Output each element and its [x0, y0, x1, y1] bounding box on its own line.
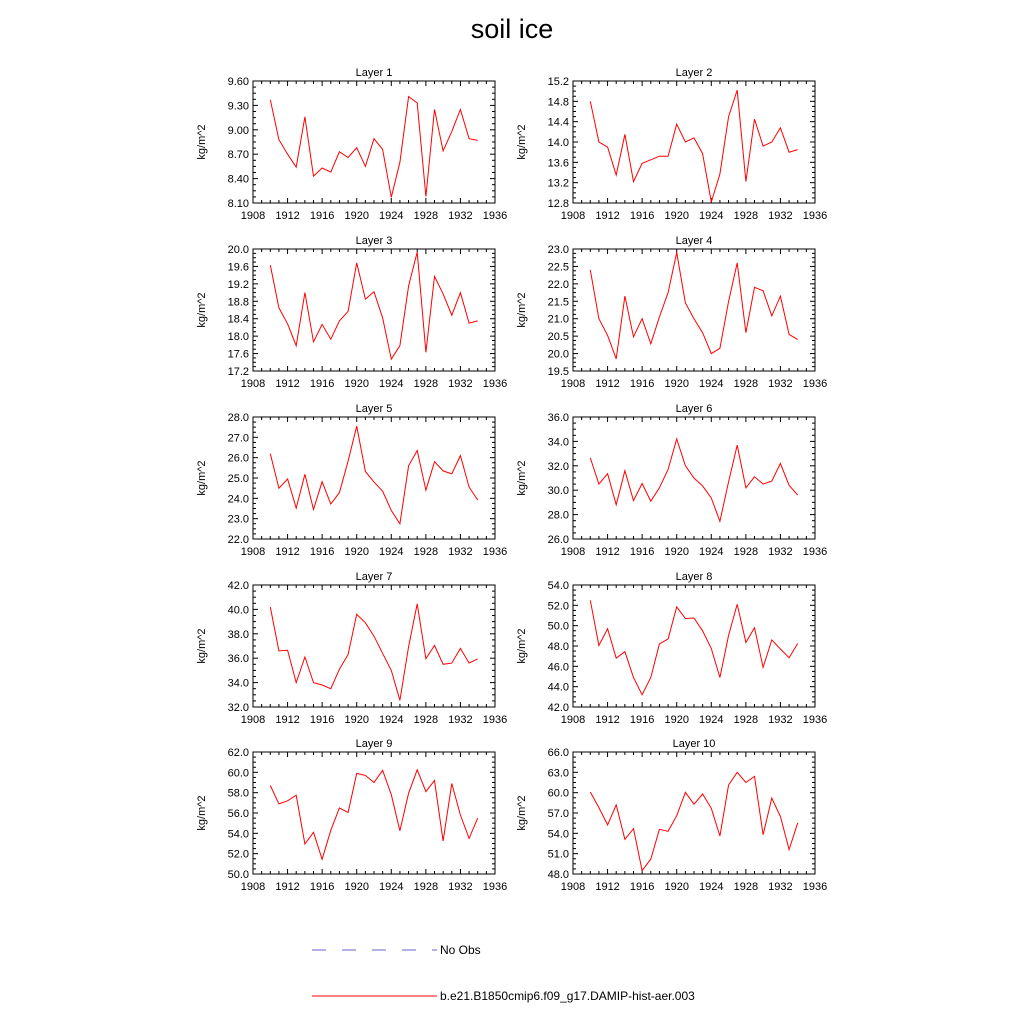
- x-tick-label: 1916: [629, 378, 655, 390]
- y-tick-label: 8.70: [227, 149, 249, 162]
- y-tick-label: 8.40: [227, 173, 249, 186]
- y-tick-label: 42.0: [227, 580, 249, 592]
- y-tick-label: 20.0: [547, 348, 569, 361]
- y-tick-label: 57.0: [547, 808, 569, 820]
- x-tick-label: 1932: [448, 210, 473, 222]
- panel-8: [516, 571, 827, 726]
- x-tick-label: 1920: [664, 714, 689, 726]
- y-tick-label: 14.8: [547, 96, 569, 109]
- x-tick-label: 1916: [629, 546, 655, 558]
- panel-title: Layer 10: [672, 738, 716, 750]
- y-tick-label: 44.0: [547, 681, 569, 694]
- x-tick-label: 1924: [379, 210, 404, 222]
- x-tick-label: 1916: [629, 881, 655, 893]
- series-line: [590, 772, 797, 870]
- legend-label-model: b.e21.B1850cmip6.f09_g17.DAMIP-hist-aer.003: [440, 989, 695, 1003]
- y-tick-label: 19.2: [227, 278, 249, 291]
- x-tick-label: 1908: [560, 881, 586, 893]
- panel-4: [516, 235, 827, 390]
- y-tick-label: 66.0: [547, 747, 569, 759]
- plot-frame: [573, 249, 815, 371]
- panel-5: [196, 403, 507, 558]
- x-tick-label: 1920: [344, 210, 369, 222]
- x-tick-label: 1936: [802, 378, 828, 390]
- x-tick-label: 1928: [413, 714, 439, 726]
- x-tick-label: 1916: [309, 210, 335, 222]
- panel-10: [516, 738, 827, 893]
- y-tick-label: 14.0: [547, 137, 569, 149]
- plot-frame: [253, 585, 495, 707]
- series-line: [270, 604, 477, 700]
- y-tick-label: 8.10: [227, 198, 249, 210]
- x-tick-label: 1928: [413, 546, 439, 558]
- y-tick-label: 22.5: [547, 261, 569, 274]
- x-tick-label: 1916: [309, 546, 335, 558]
- series-line: [590, 439, 797, 521]
- y-axis-label: kg/m^2: [196, 292, 208, 328]
- x-tick-label: 1924: [699, 881, 724, 893]
- x-tick-label: 1932: [768, 881, 793, 893]
- y-tick-label: 21.0: [547, 313, 569, 326]
- legend-label-no-obs: No Obs: [440, 943, 481, 957]
- panel-title: Layer 5: [355, 403, 393, 415]
- y-tick-label: 22.0: [227, 534, 249, 546]
- x-tick-label: 1924: [379, 378, 404, 390]
- x-tick-label: 1912: [595, 210, 620, 222]
- y-axis-label: kg/m^2: [196, 460, 208, 496]
- x-tick-label: 1908: [240, 210, 266, 222]
- x-tick-label: 1916: [309, 378, 335, 390]
- plot-frame: [573, 585, 815, 707]
- y-tick-label: 21.5: [547, 296, 569, 309]
- x-tick-label: 1936: [802, 881, 828, 893]
- panel-title: Layer 8: [675, 571, 713, 583]
- x-tick-label: 1912: [275, 881, 300, 893]
- y-tick-label: 24.0: [227, 493, 249, 506]
- y-tick-label: 19.5: [547, 366, 569, 378]
- y-tick-label: 19.6: [227, 261, 249, 274]
- y-tick-label: 20.0: [227, 244, 249, 256]
- y-tick-label: 58.0: [227, 787, 249, 800]
- x-tick-label: 1928: [733, 546, 759, 558]
- y-tick-label: 36.0: [227, 653, 249, 666]
- y-tick-label: 12.8: [547, 198, 569, 210]
- panel-title: Layer 1: [355, 67, 393, 79]
- y-tick-label: 26.0: [547, 534, 569, 546]
- plot-frame: [253, 417, 495, 539]
- x-tick-label: 1920: [664, 378, 689, 390]
- x-tick-label: 1932: [768, 714, 793, 726]
- y-axis-label: kg/m^2: [516, 460, 528, 496]
- y-tick-label: 36.0: [547, 412, 569, 424]
- x-tick-label: 1916: [629, 210, 655, 222]
- y-tick-label: 22.0: [547, 278, 569, 291]
- y-tick-label: 62.0: [227, 747, 249, 759]
- plot-frame: [253, 752, 495, 874]
- y-tick-label: 20.5: [547, 331, 569, 344]
- y-tick-label: 30.0: [547, 485, 569, 498]
- x-tick-label: 1908: [560, 714, 586, 726]
- panel-title: Layer 9: [355, 738, 393, 750]
- y-axis-label: kg/m^2: [196, 124, 208, 160]
- legend-line-solid: [312, 986, 437, 1006]
- y-tick-label: 28.0: [547, 509, 569, 522]
- x-tick-label: 1928: [733, 881, 759, 893]
- series-line: [590, 253, 797, 359]
- x-tick-label: 1908: [560, 546, 586, 558]
- y-tick-label: 34.0: [227, 677, 249, 690]
- y-tick-label: 17.6: [227, 348, 249, 361]
- y-tick-label: 26.0: [227, 452, 249, 465]
- x-tick-label: 1932: [448, 378, 473, 390]
- x-tick-label: 1916: [309, 714, 335, 726]
- y-tick-label: 54.0: [227, 828, 249, 841]
- y-tick-label: 40.0: [227, 604, 249, 617]
- y-tick-label: 23.0: [227, 513, 249, 526]
- x-tick-label: 1932: [768, 546, 793, 558]
- x-tick-label: 1908: [560, 378, 586, 390]
- plot-frame: [253, 81, 495, 203]
- legend-item-model: [312, 986, 437, 1006]
- y-tick-label: 34.0: [547, 436, 569, 449]
- x-tick-label: 1920: [344, 546, 369, 558]
- x-tick-label: 1936: [482, 881, 508, 893]
- x-tick-label: 1936: [802, 546, 828, 558]
- y-tick-label: 23.0: [547, 244, 569, 256]
- x-tick-label: 1908: [240, 714, 266, 726]
- x-tick-label: 1912: [275, 378, 300, 390]
- x-tick-label: 1924: [379, 881, 404, 893]
- plot-frame: [573, 81, 815, 203]
- x-tick-label: 1916: [309, 881, 335, 893]
- x-tick-label: 1912: [275, 546, 300, 558]
- x-tick-label: 1920: [664, 546, 689, 558]
- x-tick-label: 1932: [768, 210, 793, 222]
- x-tick-label: 1932: [448, 714, 473, 726]
- y-tick-label: 60.0: [547, 787, 569, 800]
- x-tick-label: 1928: [733, 714, 759, 726]
- y-tick-label: 50.0: [227, 869, 249, 881]
- x-tick-label: 1908: [240, 881, 266, 893]
- x-tick-label: 1912: [595, 546, 620, 558]
- x-tick-label: 1936: [482, 378, 508, 390]
- x-tick-label: 1912: [595, 378, 620, 390]
- x-tick-label: 1920: [344, 714, 369, 726]
- x-tick-label: 1928: [733, 210, 759, 222]
- x-tick-label: 1916: [629, 714, 655, 726]
- chart-title: soil ice: [470, 14, 554, 44]
- y-tick-label: 52.0: [227, 848, 249, 861]
- x-tick-label: 1932: [768, 378, 793, 390]
- y-tick-label: 25.0: [227, 473, 249, 485]
- panel-7: [196, 571, 507, 726]
- x-tick-label: 1924: [699, 546, 724, 558]
- y-tick-label: 17.2: [227, 366, 249, 378]
- x-tick-label: 1924: [379, 546, 404, 558]
- y-tick-label: 51.0: [547, 848, 569, 861]
- y-axis-label: kg/m^2: [516, 628, 528, 664]
- x-tick-label: 1928: [413, 881, 439, 893]
- y-tick-label: 9.30: [227, 100, 249, 113]
- y-tick-label: 27.0: [227, 432, 249, 445]
- y-tick-label: 48.0: [547, 869, 569, 881]
- y-tick-label: 32.0: [227, 702, 249, 714]
- y-tick-label: 18.0: [227, 331, 249, 344]
- y-axis-label: kg/m^2: [196, 795, 208, 831]
- series-line: [590, 600, 797, 695]
- y-tick-label: 50.0: [547, 620, 569, 633]
- x-tick-label: 1908: [240, 546, 266, 558]
- y-tick-label: 13.2: [547, 177, 569, 190]
- y-tick-label: 28.0: [227, 412, 249, 424]
- legend-line-dashed: [312, 940, 437, 960]
- y-axis-label: kg/m^2: [516, 124, 528, 160]
- panel-title: Layer 3: [355, 235, 393, 247]
- x-tick-label: 1920: [344, 378, 369, 390]
- series-line: [270, 426, 477, 524]
- series-line: [270, 97, 477, 198]
- panel-title: Layer 4: [675, 235, 713, 247]
- panel-title: Layer 2: [675, 67, 713, 79]
- x-tick-label: 1936: [482, 546, 508, 558]
- y-tick-label: 13.6: [547, 157, 569, 170]
- y-tick-label: 38.0: [227, 628, 249, 641]
- y-axis-label: kg/m^2: [196, 628, 208, 664]
- x-tick-label: 1920: [344, 881, 369, 893]
- plot-frame: [253, 249, 495, 371]
- series-line: [270, 770, 477, 860]
- y-tick-label: 60.0: [227, 767, 249, 780]
- x-tick-label: 1928: [733, 378, 759, 390]
- y-tick-label: 52.0: [547, 600, 569, 613]
- x-tick-label: 1928: [413, 210, 439, 222]
- y-tick-label: 42.0: [547, 702, 569, 714]
- panel-1: [196, 67, 507, 222]
- x-tick-label: 1924: [699, 714, 724, 726]
- y-tick-label: 63.0: [547, 767, 569, 780]
- y-tick-label: 54.0: [547, 828, 569, 841]
- y-tick-label: 32.0: [547, 460, 569, 473]
- x-tick-label: 1924: [699, 378, 724, 390]
- x-tick-label: 1936: [482, 714, 508, 726]
- y-tick-label: 46.0: [547, 661, 569, 674]
- y-tick-label: 18.4: [227, 313, 249, 326]
- y-tick-label: 14.4: [547, 116, 569, 129]
- x-tick-label: 1908: [240, 378, 266, 390]
- x-tick-label: 1924: [379, 714, 404, 726]
- series-line: [590, 90, 797, 202]
- x-tick-label: 1912: [275, 210, 300, 222]
- series-line: [270, 252, 477, 359]
- y-tick-label: 18.8: [227, 296, 249, 309]
- x-tick-label: 1908: [560, 210, 586, 222]
- x-tick-label: 1912: [595, 881, 620, 893]
- panel-2: [516, 67, 827, 222]
- y-tick-label: 9.60: [227, 76, 249, 88]
- y-tick-label: 15.2: [547, 76, 569, 88]
- legend-item-no-obs: [312, 940, 437, 960]
- x-tick-label: 1932: [448, 546, 473, 558]
- y-tick-label: 54.0: [547, 580, 569, 592]
- y-tick-label: 48.0: [547, 641, 569, 653]
- x-tick-label: 1924: [699, 210, 724, 222]
- y-axis-label: kg/m^2: [516, 795, 528, 831]
- panel-9: [196, 738, 507, 893]
- y-tick-label: 9.00: [227, 124, 249, 137]
- y-axis-label: kg/m^2: [516, 292, 528, 328]
- x-tick-label: 1936: [482, 210, 508, 222]
- x-tick-label: 1936: [802, 210, 828, 222]
- panel-6: [516, 403, 827, 558]
- x-tick-label: 1936: [802, 714, 828, 726]
- x-tick-label: 1912: [595, 714, 620, 726]
- panel-title: Layer 6: [675, 403, 713, 415]
- x-tick-label: 1912: [275, 714, 300, 726]
- x-tick-label: 1920: [664, 210, 689, 222]
- panel-3: [196, 235, 507, 390]
- x-tick-label: 1932: [448, 881, 473, 893]
- x-tick-label: 1920: [664, 881, 689, 893]
- panel-title: Layer 7: [355, 571, 393, 583]
- y-tick-label: 56.0: [227, 808, 249, 820]
- x-tick-label: 1928: [413, 378, 439, 390]
